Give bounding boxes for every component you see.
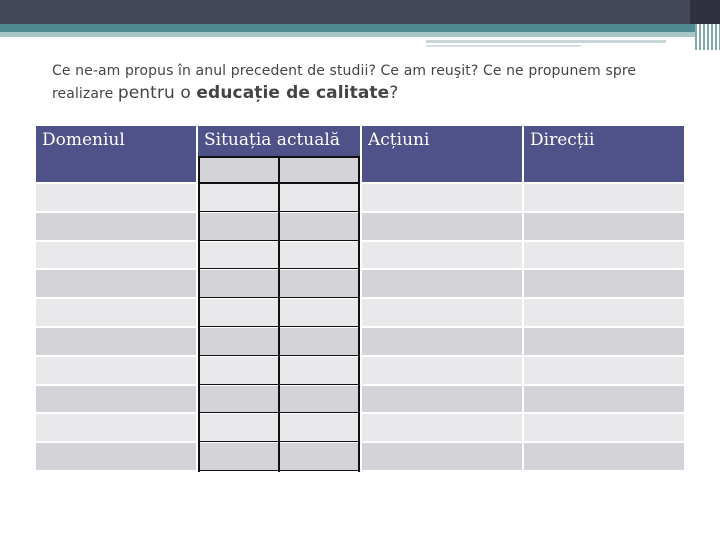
split-column-border <box>198 156 200 472</box>
corner-stripes <box>695 24 720 50</box>
teal-accent-band <box>0 24 720 32</box>
intro-text <box>52 60 672 105</box>
split-column-border <box>278 156 280 472</box>
split-row-border <box>198 268 360 269</box>
decorative-line <box>426 40 666 43</box>
split-row-border <box>198 384 360 385</box>
header-actiuni: Acțiuni <box>362 126 522 182</box>
column-separator <box>360 126 362 472</box>
header-domeniul: Domeniul <box>36 126 196 182</box>
split-row-border <box>198 240 360 241</box>
data-table <box>36 126 684 472</box>
split-row-border <box>198 297 360 298</box>
split-row-border <box>198 412 360 413</box>
split-row-border <box>198 441 360 442</box>
top-bar <box>0 0 720 24</box>
intro-line-2-bold: educație de calitate <box>196 83 390 103</box>
intro-line-2-mid: pentru o <box>117 83 197 103</box>
column-separator <box>522 126 524 472</box>
split-row-border <box>198 355 360 356</box>
top-bar-dark-corner <box>690 0 720 24</box>
intro-line-2-end: ? <box>389 83 399 103</box>
intro-line-2-start: realizare <box>52 86 118 102</box>
split-column-border <box>358 156 360 472</box>
split-row-border <box>198 211 360 212</box>
decorative-line-short <box>426 45 581 47</box>
header-situatia-actuala: Situația actuală <box>198 126 360 182</box>
split-row-border <box>198 470 360 471</box>
split-column-border <box>198 156 360 158</box>
intro-line-1: Ce ne-am propus în anul precedent de studii? Ce am reuşit? Ce ne propunem spre <box>52 63 637 79</box>
split-row-border <box>198 326 360 327</box>
intro-line-2 <box>52 82 672 105</box>
split-column-border <box>198 182 360 184</box>
teal-light-band <box>0 32 720 37</box>
header-directii: Direcții <box>524 126 684 182</box>
